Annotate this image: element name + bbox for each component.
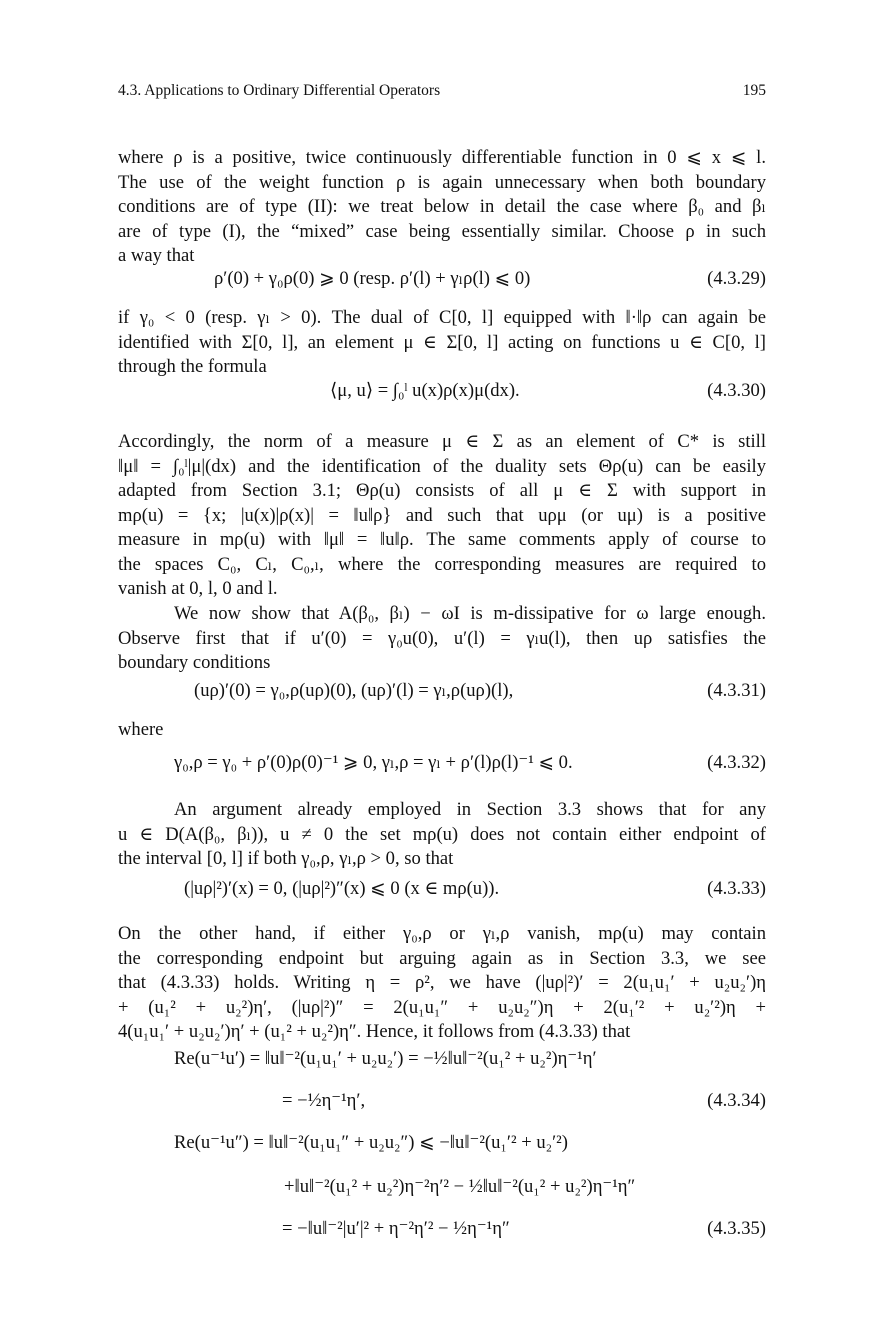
equation-4-3-29 (118, 268, 766, 294)
equation-formula: (|uρ|²)′(x) = 0, (|uρ|²)″(x) ⩽ 0 (x ∈ mρ(u)). (184, 878, 500, 899)
paragraph (118, 922, 766, 1045)
text-line: Accordingly, the norm of a measure μ ∈ Σ as an element of C* is still (118, 431, 766, 452)
equation-formula: = −½η⁻¹η′, (282, 1090, 366, 1111)
equation-number: (4.3.33) (707, 878, 766, 899)
equation-number: (4.3.34) (707, 1090, 766, 1111)
equation-formula: ⟨μ, u⟩ = ∫₀ˡ u(x)ρ(x)μ(dx). (330, 380, 520, 401)
equation-4-3-35-line1 (118, 1132, 766, 1158)
equation-formula: γ₀,ρ = γ₀ + ρ′(0)ρ(0)⁻¹ ⩾ 0, γₗ,ρ = γₗ + ρ′(l)ρ(l)⁻¹ ⩽ 0. (174, 752, 573, 773)
text-line: the corresponding endpoint but arguing again as in Section 3.3, we see (118, 947, 766, 969)
text-line: measure in mρ(u) with ‖μ‖ = ‖u‖ρ. The same comments apply of course to (118, 529, 766, 550)
text-line: mρ(u) = {x; |u(x)|ρ(x)| = ‖u‖ρ} and such that uρμ (or uμ) is a positive (118, 504, 766, 526)
text-line: 4(u₁u₁′ + u₂u₂′)η′ + (u₁² + u₂²)η″. Hence, it follows from (4.3.33) that (118, 1021, 631, 1042)
text-line: where ρ is a positive, twice continuously differentiable function in 0 ⩽ x ⩽ l. (118, 147, 766, 168)
equation-number: (4.3.35) (707, 1218, 766, 1239)
text-line: if γ₀ < 0 (resp. γₗ > 0). The dual of C[0, l] equipped with ‖·‖ρ can again be (118, 307, 766, 328)
text-line: through the formula (118, 356, 267, 377)
text-line: We now show that A(β₀, βₗ) − ωI is m-dissipative for ω large enough. (174, 603, 766, 624)
text-line: vanish at 0, l, 0 and l. (118, 578, 278, 599)
equation-number: (4.3.32) (707, 752, 766, 773)
section-title: 4.3. Applications to Ordinary Differential Operators (118, 82, 441, 99)
equation-number: (4.3.31) (707, 680, 766, 701)
equation-formula: (uρ)′(0) = γ₀,ρ(uρ)(0), (uρ)′(l) = γₗ,ρ(uρ)(l), (194, 680, 514, 701)
text-line: conditions are of type (II): we treat below in detail the case where β₀ and βₗ (118, 196, 766, 217)
equation-formula: Re(u⁻¹u′) = ‖u‖⁻²(u₁u₁′ + u₂u₂′) = −½‖u‖⁻²(u₁² + u₂²)η⁻¹η′ (174, 1048, 597, 1069)
text-line: On the other hand, if either γ₀,ρ or γₗ,ρ vanish, mρ(u) may contain (118, 923, 766, 944)
text-line: identified with Σ[0, l], an element μ ∈ Σ[0, l] acting on functions u ∈ C[0, l] (118, 331, 766, 353)
text-line: + (u₁² + u₂²)η′, (|uρ|²)″ = 2(u₁u₁″ + u₂u₂″)η + 2(u₁′² + u₂′²)η + (118, 996, 766, 1018)
equation-number: (4.3.30) (707, 380, 766, 401)
text-line: are of type (I), the “mixed” case being essentially similar. Choose ρ in such (118, 220, 766, 242)
text-line: adapted from Section 3.1; Θρ(u) consists of all μ ∈ Σ with support in (118, 480, 766, 501)
paragraph (118, 430, 766, 602)
paragraph (118, 306, 766, 380)
text-line: boundary conditions (118, 652, 271, 673)
paragraph (118, 146, 766, 269)
text-line: The use of the weight function ρ is again unnecessary when both boundary (118, 171, 766, 193)
equation-number: (4.3.29) (707, 268, 766, 289)
equation-formula: +‖u‖⁻²(u₁² + u₂²)η⁻²η′² − ½‖u‖⁻²(u₁² + u₂²)η⁻¹η″ (284, 1176, 636, 1197)
equation-4-3-31 (118, 680, 766, 706)
equation-formula: = −‖u‖⁻²|u′|² + η⁻²η′² − ½η⁻¹η″ (282, 1218, 510, 1239)
text-line: the interval [0, l] if both γ₀,ρ, γₗ,ρ > 0, so that (118, 848, 454, 869)
text-line: the spaces C₀, Cₗ, C₀,ₗ, where the corresponding measures are required to (118, 553, 766, 575)
text-line: An argument already employed in Section 3.3 shows that for any (174, 799, 766, 820)
paragraph (118, 602, 766, 676)
text-line: that (4.3.33) holds. Writing η = ρ², we have (|uρ|²)′ = 2(u₁u₁′ + u₂u₂′)η (118, 972, 766, 993)
equation-4-3-34-line1 (118, 1048, 766, 1074)
equation-4-3-35-line2 (118, 1176, 766, 1202)
text-line: a way that (118, 245, 195, 266)
equation-4-3-34-line2 (118, 1090, 766, 1116)
paragraph (118, 718, 766, 743)
equation-4-3-32 (118, 752, 766, 778)
equation-4-3-33 (118, 878, 766, 904)
text-line: u ∈ D(A(β₀, βₗ)), u ≠ 0 the set mρ(u) does not contain either endpoint of (118, 823, 766, 845)
where-label: where (118, 719, 164, 740)
equation-formula: ρ′(0) + γ₀ρ(0) ⩾ 0 (resp. ρ′(l) + γₗρ(l) ⩽ 0) (214, 268, 531, 289)
equation-4-3-30 (118, 380, 766, 406)
page-number: 195 (742, 82, 766, 99)
equation-formula: Re(u⁻¹u″) = ‖u‖⁻²(u₁u₁″ + u₂u₂″) ⩽ −‖u‖⁻²(u₁′² + u₂′²) (174, 1132, 568, 1153)
text-line: ‖μ‖ = ∫₀ˡ|μ|(dx) and the identification of the duality sets Θρ(u) can be easily (118, 455, 766, 477)
text-line: Observe first that if u′(0) = γ₀u(0), u′(l) = γₗu(l), then uρ satisfies the (118, 627, 766, 649)
equation-4-3-35-line3 (118, 1218, 766, 1244)
running-header (118, 82, 766, 106)
paragraph (118, 798, 766, 872)
